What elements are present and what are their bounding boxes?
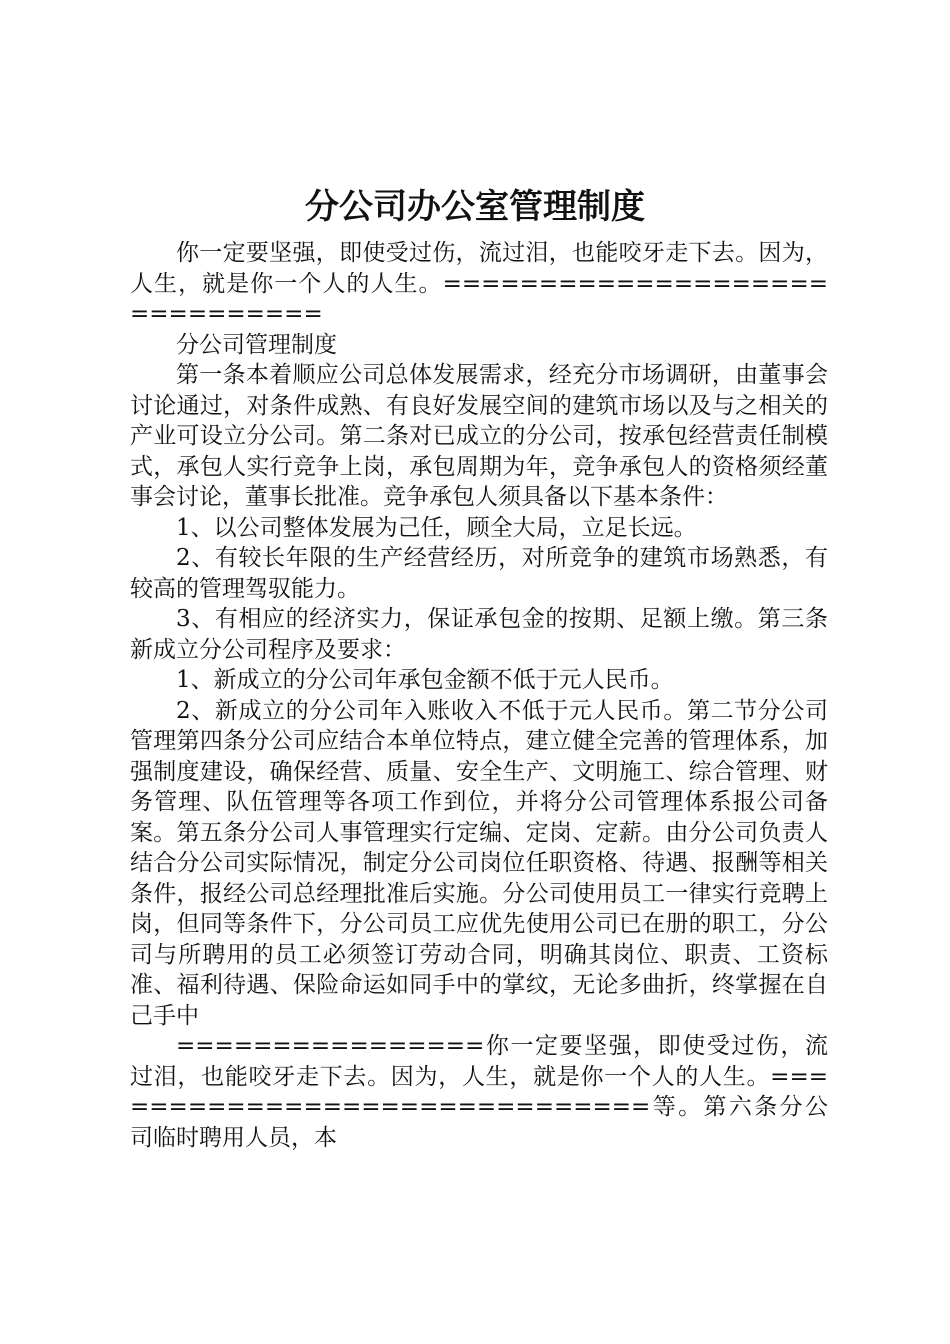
paragraph-condition-2: 2、有较长年限的生产经营经历，对所竞争的建筑市场熟悉，有较高的管理驾驭能力。 [130, 545, 828, 602]
paragraph-requirement-2: 2、新成立的分公司年入账收入不低于元人民币。第二节分公司管理第四条分公司应结合本单位特点，建立健全完善的管理体系，加强制度建设，确保经营、质量、安全生产、文明施工、综合管理、财务管理、队伍管理等各项工作到位，并将分公司管理体系报公司备案。第五条分公司人事管理实行定编、定岗、定薪。由分公司负责人结合分公司实际情况，制定分公司岗位任职资格、待遇、报酬等相关条件，报经公司总经理批准后实施。分公司使用员工一律实行竞聘上岗，但同等条件下，分公司员工应优先使用公司已在册的职工，分公司与所聘用的员工必须签订劳动合同，明确其岗位、职责、工资标准、福利待遇、保险命运如同手中的掌纹，无论多曲折，终掌握在自己手中 [130, 697, 828, 1029]
paragraph-condition-1: 1、以公司整体发展为己任，顾全大局，立足长远。 [176, 514, 697, 541]
paragraph-section-heading: 分公司管理制度 [176, 331, 337, 358]
paragraph-article-1-2: 第一条本着顺应公司总体发展需求，经充分市场调研，由董事会讨论通过，对条件成熟、有良好发展空间的建筑市场以及与之相关的产业可设立分公司。第二条对已成立的分公司，按承包经营责任制模式，承包人实行竞争上岗，承包周期为年，竞争承包人的资格须经董事会讨论，董事长批准。竞争承包人须具备以下基本条件： [130, 362, 828, 510]
paragraph-condition-3: 3、有相应的经济实力，保证承包金的按期、足额上缴。第三条新成立分公司程序及要求： [130, 606, 828, 663]
document-title: 分公司办公室管理制度 [305, 187, 645, 227]
paragraph-requirement-1: 1、新成立的分公司年承包金额不低于元人民币。 [176, 667, 674, 693]
document-body [130, 238, 828, 1153]
paragraph-quote-continuation: ================你一定要坚强，即使受过伤，流过泪，也能咬牙走下去。因为，人生，就是你一个人的人生。==============================等。第六条分公司临时聘用人员，本 [130, 1033, 828, 1151]
paragraph-intro-quote: 你一定要坚强，即使受过伤，流过泪，也能咬牙走下去。因为，人生，就是你一个人的人生。============================== [130, 240, 828, 327]
